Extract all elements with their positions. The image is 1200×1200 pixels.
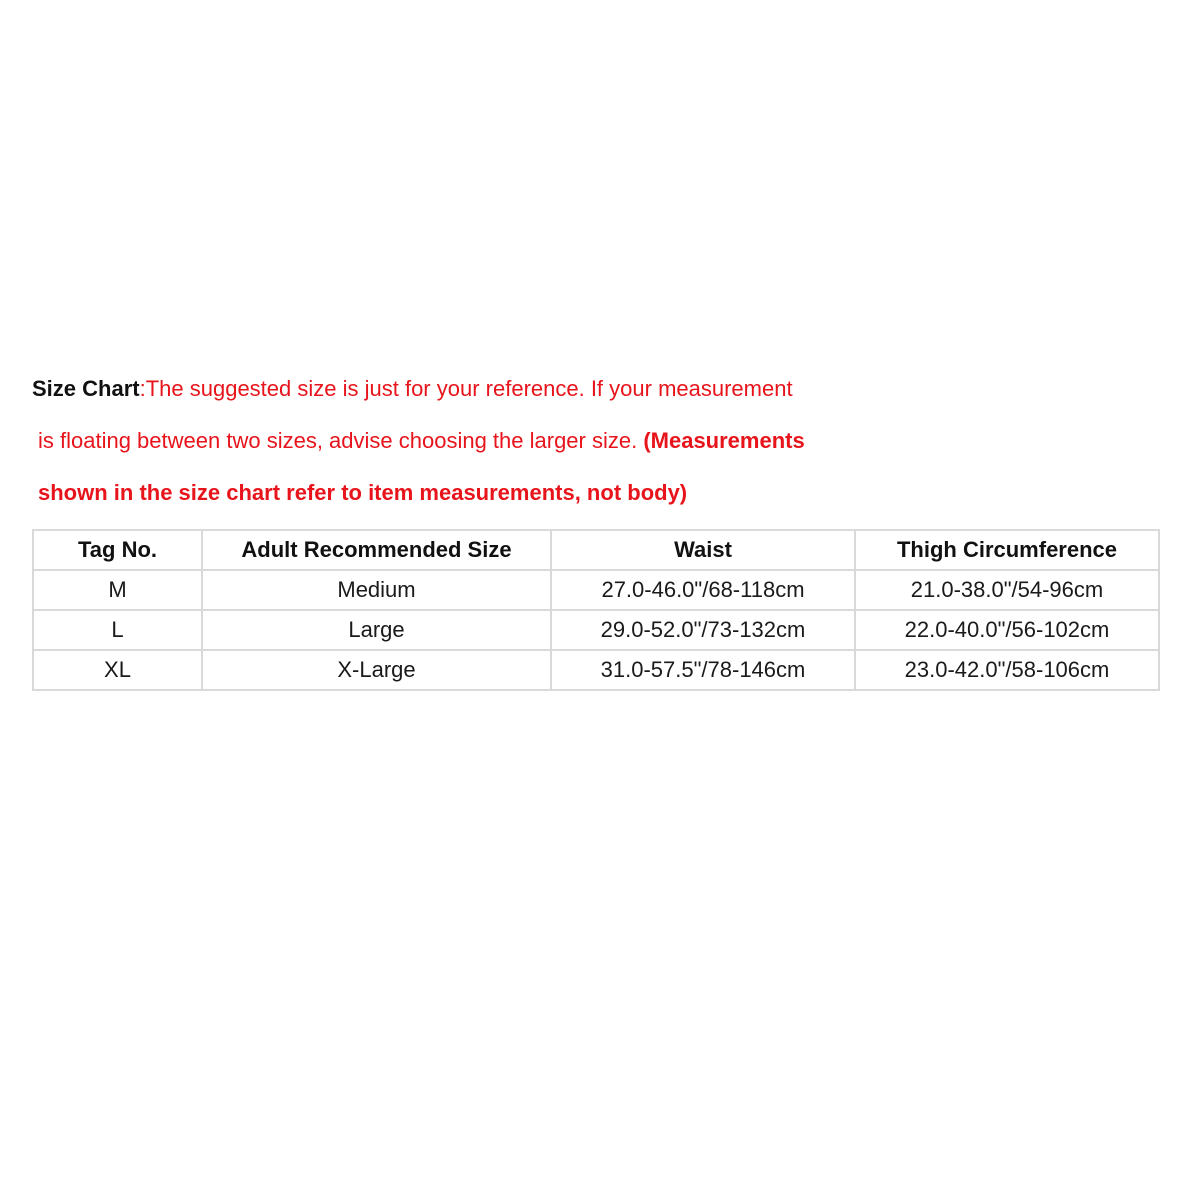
table-row [33,610,1159,650]
header-thigh-circumference: Thigh Circumference [855,530,1159,570]
cell-tag-no: L [33,610,202,650]
note-line-2 [32,422,1152,474]
table-row [33,570,1159,610]
header-waist: Waist [551,530,855,570]
cell-thigh: 23.0-42.0"/58-106cm [855,650,1159,690]
cell-waist: 27.0-46.0"/68-118cm [551,570,855,610]
header-tag-no: Tag No. [33,530,202,570]
size-table [32,529,1160,691]
table-row [33,650,1159,690]
cell-thigh: 22.0-40.0"/56-102cm [855,610,1159,650]
cell-recommended-size: Large [202,610,551,650]
cell-thigh: 21.0-38.0"/54-96cm [855,570,1159,610]
cell-waist: 31.0-57.5"/78-146cm [551,650,855,690]
note-line-1 [32,370,1152,422]
size-chart-label: Size Chart [32,376,140,401]
cell-tag-no: XL [33,650,202,690]
header-adult-recommended-size: Adult Recommended Size [202,530,551,570]
table-header-row [33,530,1159,570]
size-chart-note [32,370,1152,526]
label-separator: : [139,376,146,401]
note-text-3-bold: shown in the size chart refer to item measurements, not body) [38,480,688,505]
note-text-2: is floating between two sizes, advise choosing the larger size. [38,428,644,453]
note-text-2-bold: (Measurements [643,428,805,453]
cell-waist: 29.0-52.0"/73-132cm [551,610,855,650]
note-text-1: The suggested size is just for your reference. If your measurement [145,376,793,401]
cell-recommended-size: Medium [202,570,551,610]
cell-tag-no: M [33,570,202,610]
note-line-3 [32,474,1152,526]
cell-recommended-size: X-Large [202,650,551,690]
